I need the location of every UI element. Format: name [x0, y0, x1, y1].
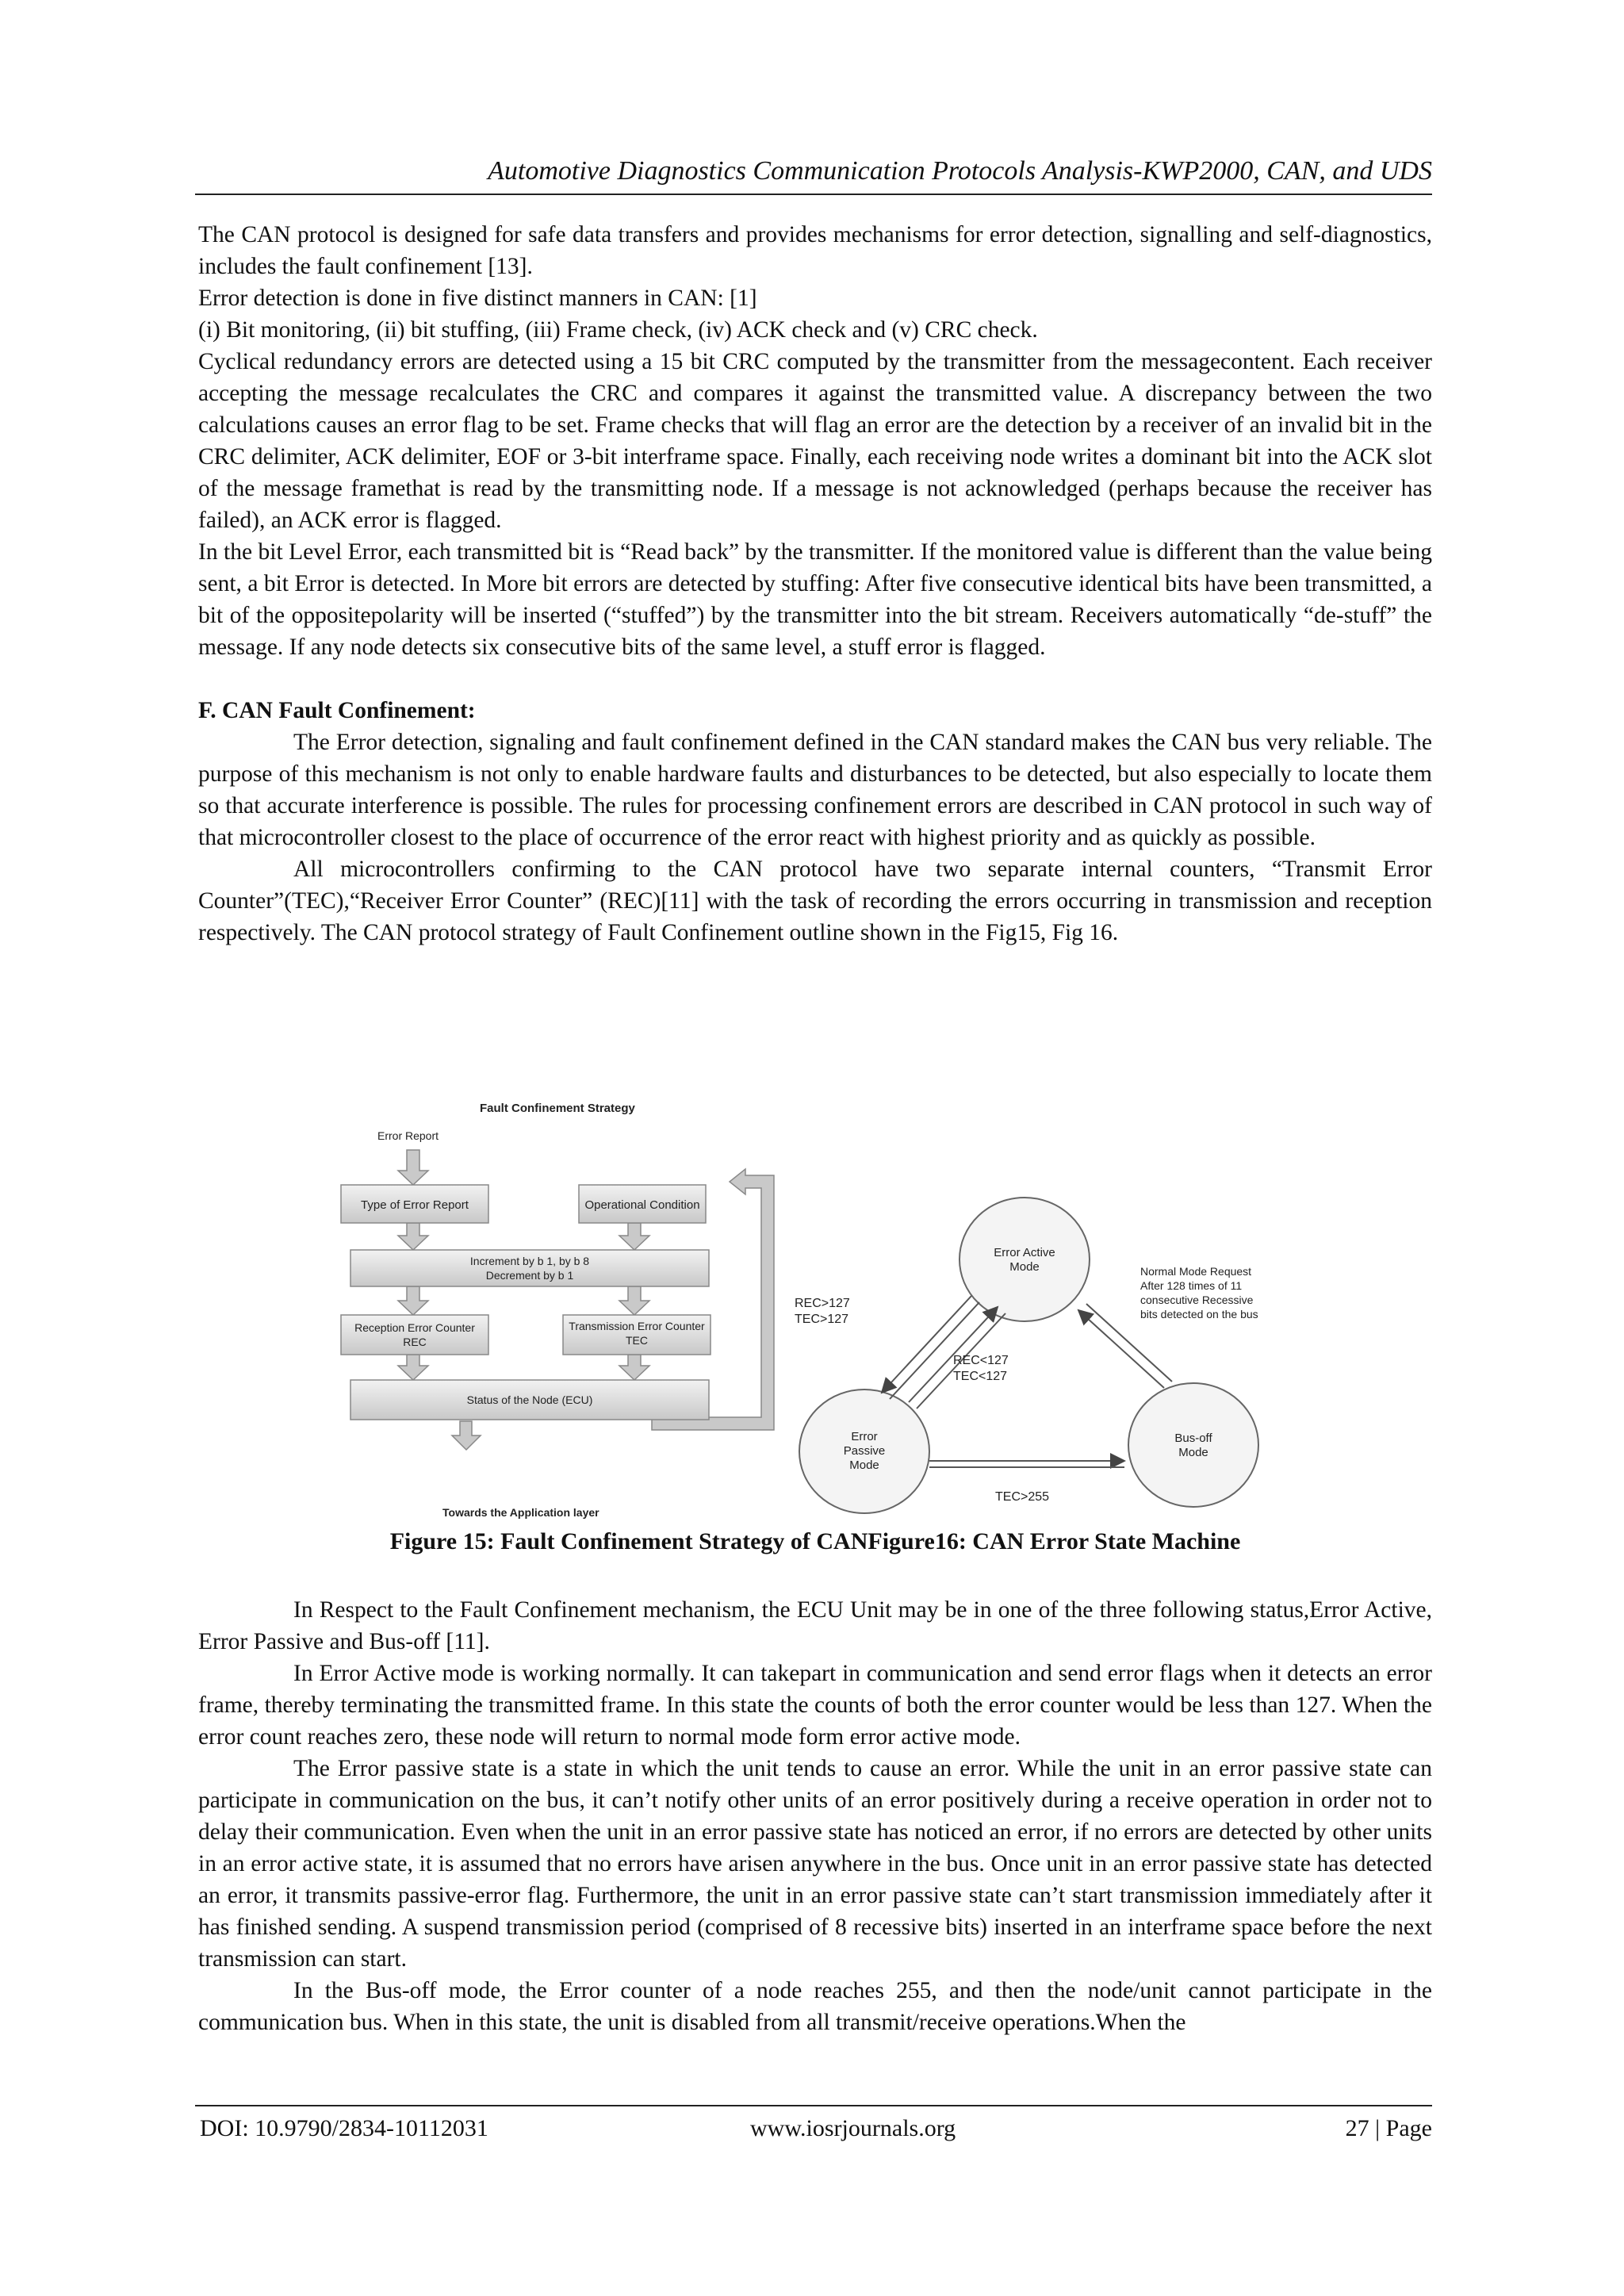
footer-site: www.iosrjournals.org [750, 2115, 956, 2141]
figure-diagrams [198, 1088, 1432, 1532]
paragraph: In Error Active mode is working normally. It can takepart in communication and send error flags when it detects an error frame, thereby terminating the transmitted frame. In this state the counts of both the error counter would be less than 127. When the error count reaches zero, these node will return to normal mode form error active mode. [198, 1661, 1432, 1750]
increment-line1: Increment by b 1, by b 8 [469, 1255, 590, 1267]
rec-lt-127: REC<127 [953, 1354, 1009, 1367]
busoff-line2: Mode [1178, 1446, 1208, 1459]
paragraph: Error detection is done in five distinct manners in CAN: [1] [198, 286, 757, 311]
figure-area [198, 1088, 1432, 1532]
error-state-machine [795, 1198, 1258, 1513]
increment-line2: Decrement by b 1 [485, 1269, 574, 1282]
normal-mode-line1: Normal Mode Request [1140, 1265, 1252, 1278]
section-heading: F. CAN Fault Confinement: [198, 698, 476, 723]
active-line2: Mode [1009, 1260, 1040, 1274]
status-box: Status of the Node (ECU) [466, 1393, 593, 1406]
busoff-line1: Bus-off [1174, 1432, 1212, 1445]
rec-gt-127: REC>127 [795, 1297, 850, 1310]
footer-page-number: 27 | Page [1345, 2115, 1432, 2141]
state-bus-off [1128, 1383, 1258, 1507]
operational-condition-box: Operational Condition [584, 1198, 700, 1212]
paragraph: In the bit Level Error, each transmitted bit is “Read back” by the transmitter. If the monitored value is different than the value being sent, a bit Error is detected. In More bit errors are detected by stuffing: After five consecutive identical bits have been transmitted, a bit of the oppositepolarity will be inserted (“stuffed”) by the transmitter into the bit stream. Receivers automatically “de-stuff” the message. If any node detects six consecutive bits of the same level, a stuff error is flagged. [198, 539, 1432, 660]
passive-line2: Passive [843, 1444, 886, 1458]
tec-box-line1: Transmission Error Counter [569, 1320, 705, 1332]
tec-box-line2: TEC [626, 1334, 648, 1347]
page-footer [195, 2105, 1432, 2146]
paragraph: In the Bus-off mode, the Error counter of a node reaches 255, and then the node/unit cannot participate in the communication bus. When in this state, the unit is disabled from all transmit/receive operations.When the [198, 1978, 1432, 2035]
figure-caption: Figure 15: Fault Confinement Strategy of CANFigure16: CAN Error State Machine [389, 1528, 1241, 1554]
header-title: Automotive Diagnostics Communication Protocols Analysis-KWP2000, CAN, and UDS [488, 156, 1432, 186]
fig15-title: Fault Confinement Strategy [480, 1102, 635, 1115]
tec-gt-255: TEC>255 [995, 1490, 1050, 1504]
normal-mode-line3: consecutive Recessive [1140, 1294, 1254, 1306]
paragraph: In Respect to the Fault Confinement mechanism, the ECU Unit may be in one of the three following status,Error Active, Error Passive and Bus-off [11]. [198, 1597, 1432, 1654]
normal-mode-line4: bits detected on the bus [1140, 1308, 1258, 1320]
normal-mode-line2: After 128 times of 11 [1140, 1279, 1243, 1292]
passive-line3: Mode [849, 1458, 879, 1472]
passive-line1: Error [851, 1430, 878, 1443]
type-of-error-box: Type of Error Report [361, 1198, 469, 1212]
paragraph: (i) Bit monitoring, (ii) bit stuffing, (iii) Frame check, (iv) ACK check and (v) CRC check. [198, 317, 1038, 343]
tec-gt-127: TEC>127 [795, 1313, 849, 1326]
rec-box-line2: REC [403, 1336, 427, 1348]
towards-app-layer: Towards the Application layer [442, 1506, 599, 1519]
fault-confinement-diagram [341, 1102, 774, 1519]
paragraph: All microcontrollers confirming to the CAN protocol have two separate internal counters, “Transmit Error Counter”(TEC),“Receiver Error Counter” (REC)[11] with the task of recording the errors occurring in transmission and reception respectively. The CAN protocol strategy of Fault Confinement outline shown in the Fig15, Fig 16. [198, 857, 1432, 945]
body-text-lower [198, 1594, 1432, 2038]
paragraph: The Error detection, signaling and fault confinement defined in the CAN standard makes the CAN bus very reliable. The purpose of this mechanism is not only to enable hardware faults and disturbances to be detected, but also especially to locate them so that accurate interference is possible. The rules for processing confinement errors are described in CAN protocol in such way of that microcontroller closest to the place of occurrence of the error react with highest priority and as quickly as possible. [198, 730, 1432, 850]
paragraph: Cyclical redundancy errors are detected using a 15 bit CRC computed by the transmitter from the messagecontent. Each receiver accepting the message recalculates the CRC and compares it against the transmitted value. A discrepancy between the two calculations causes an error flag to be set. Frame checks that will flag an error are the detection by a receiver of an invalid bit in the CRC delimiter, ACK delimiter, EOF or 3-bit interframe space. Finally, each receiving node writes a dominant bit into the ACK slot of the message framethat is read by the transmitting node. If a message is not acknowledged (perhaps because the receiver has failed), an ACK error is flagged. [198, 349, 1432, 533]
paragraph: The CAN protocol is designed for safe data transfers and provides mechanisms for error detection, signalling and self-diagnostics, includes the fault confinement [13]. [198, 222, 1432, 279]
fig15-error-report: Error Report [377, 1129, 439, 1142]
footer-doi: DOI: 10.9790/2834-10112031 [200, 2115, 488, 2141]
active-line1: Error Active [994, 1246, 1055, 1259]
rec-box-line1: Reception Error Counter [354, 1321, 475, 1334]
running-header [195, 149, 1432, 195]
body-text-upper [198, 219, 1432, 949]
paragraph: The Error passive state is a state in which the unit tends to cause an error. While the unit in an error passive state can participate in communication on the bus, it can’t notify other units of an error positively during a receive operation in order not to delay their communication. Even when the unit in an error passive state has noticed an error, if no errors are detected by other units in an error active state, it is assumed that no errors have arisen anywhere in the bus. Once unit in an error passive state has detected an error, it transmits passive-error flag. Furthermore, the unit in an error passive state can’t start transmission immediately after it has finished sending. A suspend transmission period (comprised of 8 recessive bits) inserted in an interframe space before the next transmission can start. [198, 1756, 1432, 1972]
tec-lt-127: TEC<127 [953, 1370, 1008, 1383]
